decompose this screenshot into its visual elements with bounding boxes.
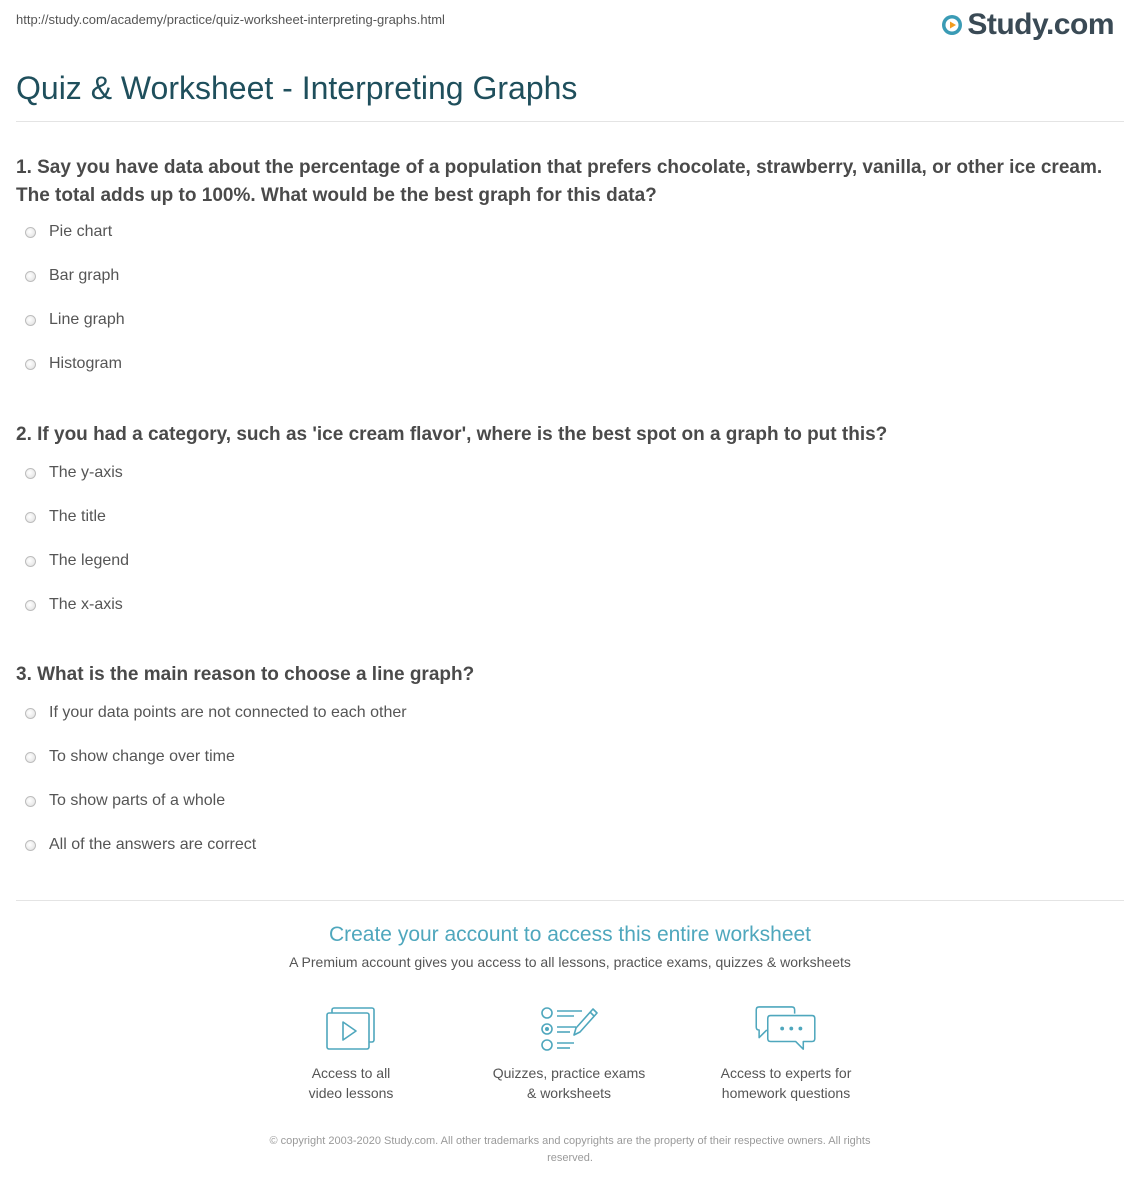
answer-option[interactable] xyxy=(16,507,1110,551)
answer-label: All of the answers are correct xyxy=(49,836,257,853)
answer-label: The x-axis xyxy=(49,596,123,613)
answer-option[interactable] xyxy=(16,747,1110,791)
feature-experts xyxy=(686,1005,886,1103)
copyright-notice xyxy=(215,1133,925,1167)
question-text: 2. If you had a category, such as 'ice cream flavor', where is the best spot on a graph to put this? xyxy=(16,424,888,445)
radio-button[interactable] xyxy=(25,752,36,763)
answer-label: Pie chart xyxy=(49,223,113,240)
question-2 xyxy=(16,421,1110,639)
answer-label: The title xyxy=(49,508,106,525)
feature-label-line: homework questions xyxy=(721,1085,851,1101)
promo-divider xyxy=(16,900,1124,901)
answer-option[interactable] xyxy=(16,835,1110,879)
radio-button[interactable] xyxy=(25,359,36,370)
radio-button[interactable] xyxy=(25,708,36,719)
radio-button[interactable] xyxy=(25,227,36,238)
feature-video-lessons xyxy=(251,1005,451,1103)
radio-button[interactable] xyxy=(25,468,36,479)
feature-label-line: Access to all xyxy=(311,1065,391,1081)
feature-label-line: Quizzes, practice exams xyxy=(492,1065,646,1081)
video-lessons-icon xyxy=(325,1005,377,1053)
radio-button[interactable] xyxy=(25,556,36,567)
page-url: http://study.com/academy/practice/quiz-worksheet-interpreting-graphs.html xyxy=(16,12,445,27)
answer-label: The y-axis xyxy=(49,464,123,481)
radio-button[interactable] xyxy=(25,315,36,326)
answer-option[interactable] xyxy=(16,310,1110,354)
chat-bubbles-icon xyxy=(754,1005,818,1053)
answer-label: Histogram xyxy=(49,355,122,372)
play-logo-icon xyxy=(941,14,963,36)
premium-features xyxy=(0,1005,1140,1115)
feature-label-line: Access to experts for xyxy=(720,1065,852,1081)
copyright-line: © copyright 2003-2020 Study.com. All other trademarks and copyrights are the property of their respective owners. All rights xyxy=(269,1135,871,1147)
quiz-checklist-icon xyxy=(540,1005,598,1053)
study-logo[interactable] xyxy=(941,8,1114,42)
answer-label: To show parts of a whole xyxy=(49,792,226,809)
answer-label: Line graph xyxy=(49,311,125,328)
promo-subtitle: A Premium account gives you access to all lessons, practice exams, quizzes & worksheets xyxy=(289,954,851,970)
radio-button[interactable] xyxy=(25,512,36,523)
answer-options xyxy=(16,463,1110,639)
title-divider xyxy=(16,121,1124,122)
answer-label: The legend xyxy=(49,552,130,569)
promo-title-link[interactable]: Create your account to access this entire worksheet xyxy=(328,923,812,946)
answer-label: If your data points are not connected to each other xyxy=(49,704,407,721)
question-text: 1. Say you have data about the percentage of a population that prefers chocolate, strawberry, vanilla, or other ice cream. The total adds up to 100%. What would be the best graph for this data? xyxy=(16,157,1103,206)
answer-options xyxy=(16,703,1110,879)
radio-button[interactable] xyxy=(25,840,36,851)
copyright-line: reserved. xyxy=(547,1152,593,1164)
question-1 xyxy=(16,154,1110,398)
feature-label-line: & worksheets xyxy=(526,1085,612,1101)
answer-label: Bar graph xyxy=(49,267,120,284)
page-title: Quiz & Worksheet - Interpreting Graphs xyxy=(16,70,578,106)
radio-button[interactable] xyxy=(25,271,36,282)
answer-option[interactable] xyxy=(16,222,1110,266)
answer-option[interactable] xyxy=(16,703,1110,747)
answer-label: To show change over time xyxy=(49,748,235,765)
answer-option[interactable] xyxy=(16,791,1110,835)
question-text: 3. What is the main reason to choose a line graph? xyxy=(16,664,475,685)
top-bar xyxy=(16,0,1124,44)
question-3 xyxy=(16,661,1110,879)
logo-text: Study.com xyxy=(967,8,1114,41)
radio-button[interactable] xyxy=(25,600,36,611)
answer-option[interactable] xyxy=(16,551,1110,595)
answer-option[interactable] xyxy=(16,595,1110,639)
answer-option[interactable] xyxy=(16,463,1110,507)
answer-option[interactable] xyxy=(16,266,1110,310)
answer-option[interactable] xyxy=(16,354,1110,398)
feature-quizzes xyxy=(469,1005,669,1103)
answer-options xyxy=(16,222,1110,398)
feature-label-line: video lessons xyxy=(308,1085,394,1101)
radio-button[interactable] xyxy=(25,796,36,807)
